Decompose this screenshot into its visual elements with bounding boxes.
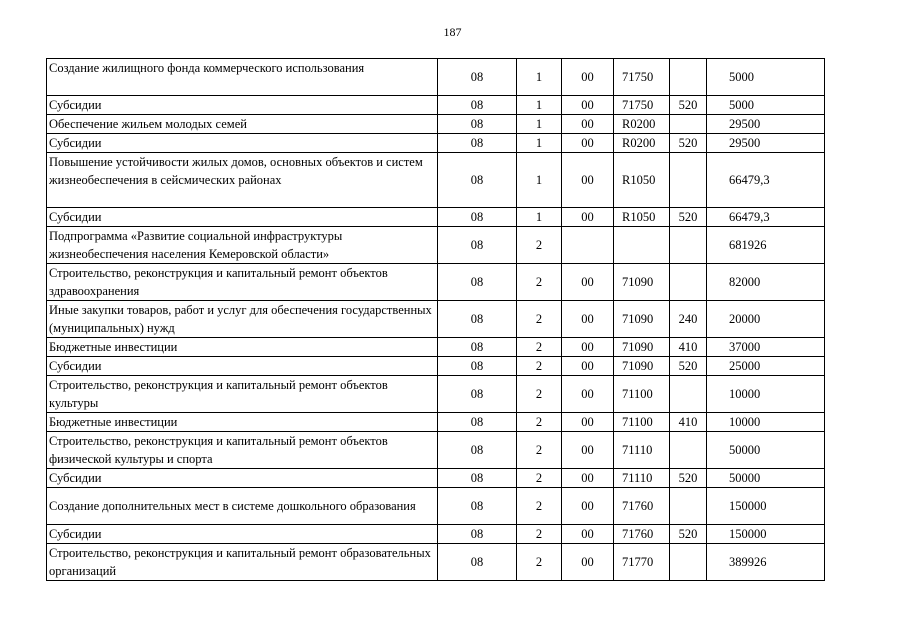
direction-code: 71100 (614, 413, 670, 432)
expense-type-code (670, 488, 707, 525)
row-name: Субсидии (47, 208, 438, 227)
table-row (47, 525, 825, 544)
direction-code: R1050 (614, 208, 670, 227)
row-name: Строительство, реконструкция и капитальный ремонт объектов культуры (47, 376, 438, 413)
main-event-code: 00 (562, 413, 614, 432)
table-row (47, 264, 825, 301)
direction-code: 71110 (614, 469, 670, 488)
expense-type-code: 520 (670, 469, 707, 488)
row-name: Бюджетные инвестиции (47, 413, 438, 432)
main-event-code: 00 (562, 134, 614, 153)
row-name: Создание жилищного фонда коммерческого использования (47, 59, 438, 96)
amount: 150000 (707, 488, 825, 525)
row-name: Строительство, реконструкция и капитальный ремонт объектов здравоохранения (47, 264, 438, 301)
section-code: 08 (438, 208, 517, 227)
table-row (47, 413, 825, 432)
main-event-code: 00 (562, 338, 614, 357)
main-event-code: 00 (562, 59, 614, 96)
expense-type-code (670, 432, 707, 469)
direction-code: 71760 (614, 488, 670, 525)
row-name: Повышение устойчивости жилых домов, основных объектов и систем жизнеобеспечения в сейсмических районах (47, 153, 438, 208)
direction-code: R0200 (614, 115, 670, 134)
amount: 66479,3 (707, 208, 825, 227)
section-code: 08 (438, 413, 517, 432)
main-event-code: 00 (562, 301, 614, 338)
amount: 10000 (707, 413, 825, 432)
expense-type-code (670, 376, 707, 413)
direction-code: R0200 (614, 134, 670, 153)
row-name: Субсидии (47, 96, 438, 115)
expense-type-code: 520 (670, 134, 707, 153)
subprogram-code: 1 (517, 115, 562, 134)
section-code: 08 (438, 544, 517, 581)
subprogram-code: 2 (517, 525, 562, 544)
main-event-code: 00 (562, 208, 614, 227)
subprogram-code: 2 (517, 432, 562, 469)
expense-type-code: 520 (670, 357, 707, 376)
subprogram-code: 2 (517, 544, 562, 581)
amount: 66479,3 (707, 153, 825, 208)
section-code: 08 (438, 96, 517, 115)
subprogram-code: 2 (517, 264, 562, 301)
amount: 389926 (707, 544, 825, 581)
section-code: 08 (438, 59, 517, 96)
expense-type-code: 520 (670, 96, 707, 115)
table-row (47, 376, 825, 413)
table-row (47, 432, 825, 469)
main-event-code: 00 (562, 153, 614, 208)
table-row (47, 469, 825, 488)
table-row (47, 357, 825, 376)
amount: 681926 (707, 227, 825, 264)
direction-code: 71090 (614, 338, 670, 357)
direction-code: 71090 (614, 301, 670, 338)
main-event-code: 00 (562, 488, 614, 525)
expense-type-code (670, 153, 707, 208)
table-row (47, 338, 825, 357)
direction-code: 71100 (614, 376, 670, 413)
subprogram-code: 2 (517, 301, 562, 338)
amount: 29500 (707, 115, 825, 134)
subprogram-code: 1 (517, 153, 562, 208)
expense-type-code: 520 (670, 525, 707, 544)
row-name: Субсидии (47, 357, 438, 376)
row-name: Подпрограмма «Развитие социальной инфраструктуры жизнеобеспечения населения Кемеровской области» (47, 227, 438, 264)
row-name: Субсидии (47, 469, 438, 488)
direction-code: R1050 (614, 153, 670, 208)
amount: 150000 (707, 525, 825, 544)
main-event-code: 00 (562, 357, 614, 376)
row-name: Иные закупки товаров, работ и услуг для обеспечения государственных (муниципальных) нужд (47, 301, 438, 338)
amount: 82000 (707, 264, 825, 301)
section-code: 08 (438, 525, 517, 544)
section-code: 08 (438, 227, 517, 264)
amount: 20000 (707, 301, 825, 338)
direction-code: 71750 (614, 59, 670, 96)
direction-code: 71760 (614, 525, 670, 544)
amount: 10000 (707, 376, 825, 413)
row-name: Создание дополнительных мест в системе дошкольного образования (47, 488, 438, 525)
expense-type-code (670, 264, 707, 301)
subprogram-code: 2 (517, 357, 562, 376)
direction-code: 71750 (614, 96, 670, 115)
subprogram-code: 2 (517, 376, 562, 413)
row-name: Бюджетные инвестиции (47, 338, 438, 357)
table-row (47, 96, 825, 115)
expense-type-code (670, 227, 707, 264)
table-row (47, 115, 825, 134)
main-event-code: 00 (562, 544, 614, 581)
direction-code: 71110 (614, 432, 670, 469)
table-row (47, 227, 825, 264)
table-row (47, 544, 825, 581)
table-row (47, 134, 825, 153)
amount: 5000 (707, 59, 825, 96)
section-code: 08 (438, 301, 517, 338)
section-code: 08 (438, 134, 517, 153)
subprogram-code: 2 (517, 469, 562, 488)
amount: 50000 (707, 469, 825, 488)
row-name: Обеспечение жильем молодых семей (47, 115, 438, 134)
section-code: 08 (438, 357, 517, 376)
subprogram-code: 2 (517, 338, 562, 357)
expense-type-code (670, 59, 707, 96)
table-row (47, 59, 825, 96)
row-name: Строительство, реконструкция и капитальный ремонт образовательных организаций (47, 544, 438, 581)
expense-type-code: 410 (670, 338, 707, 357)
direction-code: 71090 (614, 264, 670, 301)
expense-type-code (670, 115, 707, 134)
row-name: Субсидии (47, 525, 438, 544)
main-event-code: 00 (562, 469, 614, 488)
main-event-code (562, 227, 614, 264)
section-code: 08 (438, 338, 517, 357)
direction-code: 71090 (614, 357, 670, 376)
page-number: 187 (443, 25, 462, 39)
direction-code: 71770 (614, 544, 670, 581)
subprogram-code: 1 (517, 96, 562, 115)
section-code: 08 (438, 264, 517, 301)
main-event-code: 00 (562, 376, 614, 413)
subprogram-code: 2 (517, 227, 562, 264)
table-row (47, 301, 825, 338)
amount: 25000 (707, 357, 825, 376)
expense-type-code: 410 (670, 413, 707, 432)
section-code: 08 (438, 469, 517, 488)
expense-type-code (670, 544, 707, 581)
table-row (47, 153, 825, 208)
budget-table (46, 58, 825, 581)
direction-code (614, 227, 670, 264)
main-event-code: 00 (562, 115, 614, 134)
amount: 50000 (707, 432, 825, 469)
row-name: Субсидии (47, 134, 438, 153)
section-code: 08 (438, 153, 517, 208)
main-event-code: 00 (562, 264, 614, 301)
subprogram-code: 1 (517, 59, 562, 96)
expense-type-code: 520 (670, 208, 707, 227)
amount: 5000 (707, 96, 825, 115)
subprogram-code: 2 (517, 413, 562, 432)
main-event-code: 00 (562, 432, 614, 469)
main-event-code: 00 (562, 525, 614, 544)
subprogram-code: 1 (517, 134, 562, 153)
subprogram-code: 2 (517, 488, 562, 525)
table-row (47, 208, 825, 227)
table-row (47, 488, 825, 525)
expense-type-code: 240 (670, 301, 707, 338)
section-code: 08 (438, 115, 517, 134)
amount: 37000 (707, 338, 825, 357)
subprogram-code: 1 (517, 208, 562, 227)
section-code: 08 (438, 376, 517, 413)
row-name: Строительство, реконструкция и капитальный ремонт объектов физической культуры и спорта (47, 432, 438, 469)
section-code: 08 (438, 432, 517, 469)
section-code: 08 (438, 488, 517, 525)
amount: 29500 (707, 134, 825, 153)
main-event-code: 00 (562, 96, 614, 115)
